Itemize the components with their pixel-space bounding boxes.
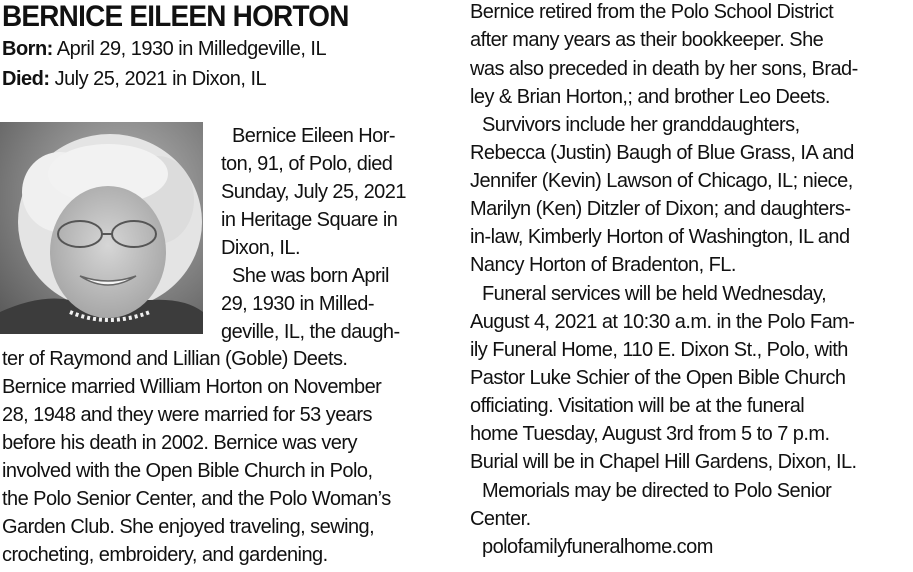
text-line: ter of Raymond and Lillian (Goble) Deets. (2, 348, 348, 370)
text-line: Funeral services will be held Wednesday, (482, 283, 827, 305)
text-line: after many years as their bookkeeper. She (470, 29, 824, 51)
text-line: Nancy Horton of Bradenton, FL. (470, 254, 736, 276)
text-line: the Polo Senior Center, and the Polo Woman’s (2, 488, 391, 510)
text-line: crocheting, embroidery, and gardening. (2, 544, 328, 566)
text-line: geville, IL, the daugh- (221, 321, 400, 343)
text-line: Survivors include her granddaughters, (482, 114, 800, 136)
text-line: before his death in 2002. Bernice was very (2, 432, 357, 454)
text-line: Marilyn (Ken) Ditzler of Dixon; and daughters- (470, 198, 851, 220)
died-line (2, 67, 266, 91)
text-line: Bernice married William Horton on November (2, 376, 382, 398)
died-label: Died: (2, 68, 50, 90)
text-line: Pastor Luke Schier of the Open Bible Church (470, 367, 846, 389)
born-line (2, 37, 326, 61)
text-line: Dixon, IL. (221, 237, 300, 259)
text-line: Bernice retired from the Polo School District (470, 1, 834, 23)
text-line: Rebecca (Justin) Baugh of Blue Grass, IA and (470, 142, 854, 164)
text-line: Burial will be in Chapel Hill Gardens, Dixon, IL. (470, 451, 857, 473)
text-line: She was born April (232, 265, 389, 287)
born-label: Born: (2, 38, 53, 60)
text-line: Memorials may be directed to Polo Senior (482, 480, 832, 502)
text-line: Center. (470, 508, 531, 530)
text-line: Jennifer (Kevin) Lawson of Chicago, IL; niece, (470, 170, 853, 192)
died-value: July 25, 2021 in Dixon, IL (54, 68, 267, 90)
text-line: August 4, 2021 at 10:30 a.m. in the Polo Fam- (470, 311, 855, 333)
text-line: ily Funeral Home, 110 E. Dixon St., Polo, with (470, 339, 848, 361)
portrait-photo (0, 122, 203, 334)
text-line: ton, 91, of Polo, died (221, 153, 393, 175)
text-line: 29, 1930 in Milled- (221, 293, 374, 315)
website-link[interactable]: polofamilyfuneralhome.com (482, 536, 713, 558)
text-line: Sunday, July 25, 2021 (221, 181, 406, 203)
text-line: 28, 1948 and they were married for 53 years (2, 404, 372, 426)
text-line: ley & Brian Horton,; and brother Leo Deets. (470, 86, 830, 108)
obituary-title: BERNICE EILEEN HORTON (2, 0, 349, 33)
text-line: in Heritage Square in (221, 209, 398, 231)
text-line: in-law, Kimberly Horton of Washington, IL and (470, 226, 850, 248)
text-line: officiating. Visitation will be at the funeral (470, 395, 805, 417)
text-line: Garden Club. She enjoyed traveling, sewing, (2, 516, 375, 538)
text-line: involved with the Open Bible Church in Polo, (2, 460, 373, 482)
text-line: home Tuesday, August 3rd from 5 to 7 p.m. (470, 423, 830, 445)
text-line: was also preceded in death by her sons, Brad- (470, 58, 858, 80)
born-value: April 29, 1930 in Milledgeville, IL (56, 38, 327, 60)
text-line: Bernice Eileen Hor- (232, 125, 395, 147)
